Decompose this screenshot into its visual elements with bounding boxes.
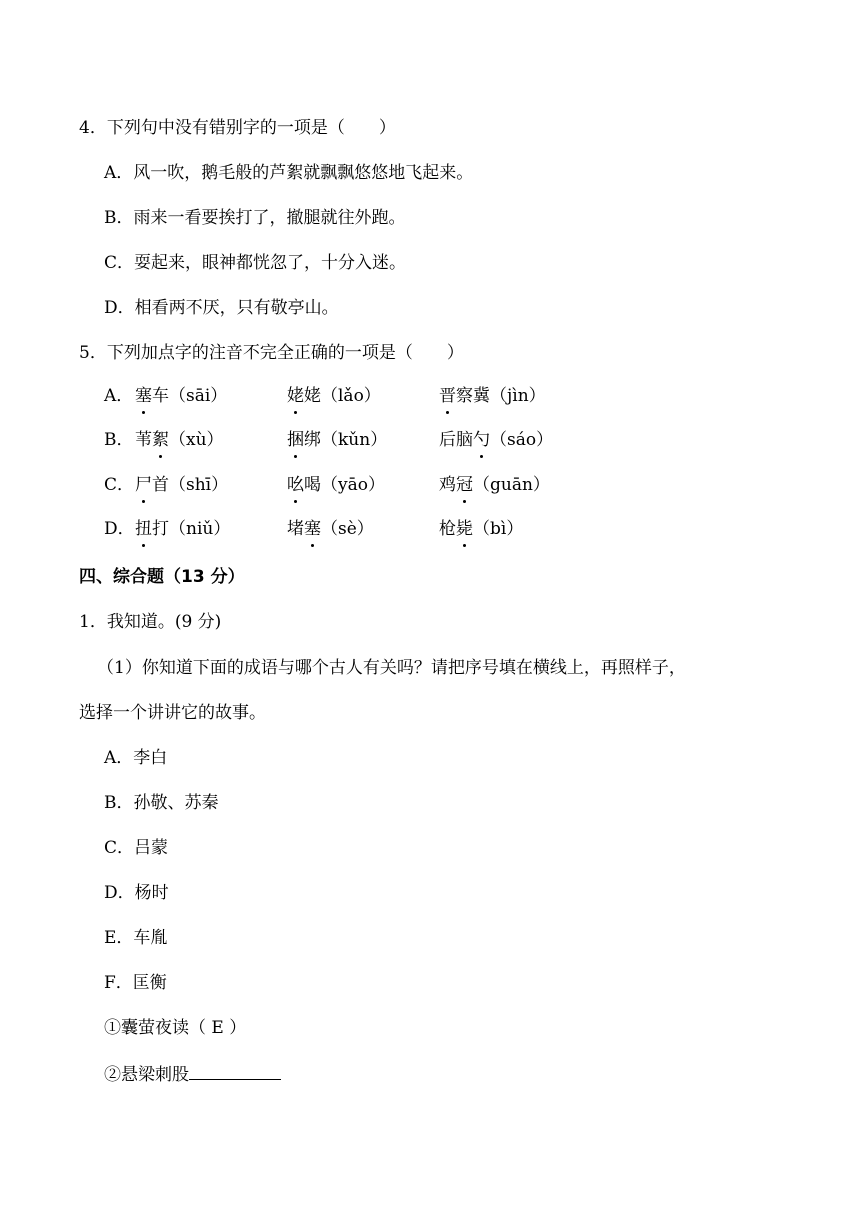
q5-word-3: 枪毙（bì） bbox=[439, 519, 524, 539]
person-option-c: C．吕蒙 bbox=[104, 838, 169, 858]
q4-option-b: B．雨来一看要挨打了，撤腿就往外跑。 bbox=[104, 208, 406, 228]
q4-option-c: C．耍起来，眼神都恍忽了，十分入迷。 bbox=[104, 253, 407, 273]
q5-word-2: 捆绑（kǔn） bbox=[287, 430, 388, 450]
dotted-char: 毙 bbox=[456, 519, 473, 539]
person-option-e: E．车胤 bbox=[104, 928, 168, 948]
q5-option-letter: C． bbox=[104, 475, 135, 495]
sub-question-1-line-1: （1）你知道下面的成语与哪个古人有关吗？请把序号填在横线上，再照样子， bbox=[97, 658, 686, 678]
q5-word-3: 后脑勺（sáo） bbox=[439, 430, 554, 450]
q5-word-2: 姥姥（lǎo） bbox=[287, 386, 381, 406]
q5-word-3: 鸡冠（guān） bbox=[439, 475, 550, 495]
idiom-2-label: ②悬梁刺股 bbox=[104, 1065, 189, 1085]
q5-option-letter: D． bbox=[104, 519, 135, 539]
q5-word-3: 晋察冀（jìn） bbox=[439, 386, 546, 406]
person-option-f: F．匡衡 bbox=[104, 973, 167, 993]
q1-title: 1．我知道。(9 分) bbox=[79, 612, 222, 632]
q5-word-2: 吆喝（yāo） bbox=[287, 475, 385, 495]
dotted-char: 扭 bbox=[135, 519, 152, 539]
person-option-d: D．杨时 bbox=[104, 883, 169, 903]
dotted-char: 勺 bbox=[473, 430, 490, 450]
q5-word-1: 塞车（sāi） bbox=[135, 386, 228, 406]
sub-question-1-line-2: 选择一个讲讲它的故事。 bbox=[79, 703, 266, 723]
section-heading: 四、综合题（13 分） bbox=[79, 567, 245, 587]
q4-option-d: D．相看两不厌，只有敬亭山。 bbox=[104, 298, 339, 318]
person-option-a: A．李白 bbox=[104, 748, 168, 768]
q4-stem: 4．下列句中没有错别字的一项是（ ） bbox=[79, 118, 396, 138]
dotted-char: 吆 bbox=[287, 475, 304, 495]
q5-word-1: 尸首（shī） bbox=[135, 475, 229, 495]
q5-word-2: 堵塞（sè） bbox=[287, 519, 374, 539]
idiom-1: ①囊萤夜读（ E ） bbox=[104, 1018, 247, 1038]
dotted-char: 塞 bbox=[304, 519, 321, 539]
dotted-char: 冠 bbox=[456, 475, 473, 495]
dotted-char: 尸 bbox=[135, 475, 152, 495]
dotted-char: 塞 bbox=[135, 386, 152, 406]
dotted-char: 晋 bbox=[439, 386, 456, 406]
q5-option-letter: A． bbox=[104, 386, 134, 406]
q5-word-1: 苇絮（xù） bbox=[135, 430, 224, 450]
q5-word-1: 扭打（niǔ） bbox=[135, 519, 231, 539]
q5-option-letter: B． bbox=[104, 430, 134, 450]
person-option-b: B．孙敬、苏秦 bbox=[104, 793, 219, 813]
q4-option-a: A．风一吹，鹅毛般的芦絮就飘飘悠悠地飞起来。 bbox=[104, 163, 474, 183]
dotted-char: 姥 bbox=[287, 386, 304, 406]
q5-stem: 5．下列加点字的注音不完全正确的一项是（ ） bbox=[79, 343, 464, 363]
dotted-char: 絮 bbox=[152, 430, 169, 450]
idiom-2 bbox=[104, 1061, 281, 1087]
answer-blank[interactable] bbox=[189, 1061, 281, 1080]
dotted-char: 捆 bbox=[287, 430, 304, 450]
